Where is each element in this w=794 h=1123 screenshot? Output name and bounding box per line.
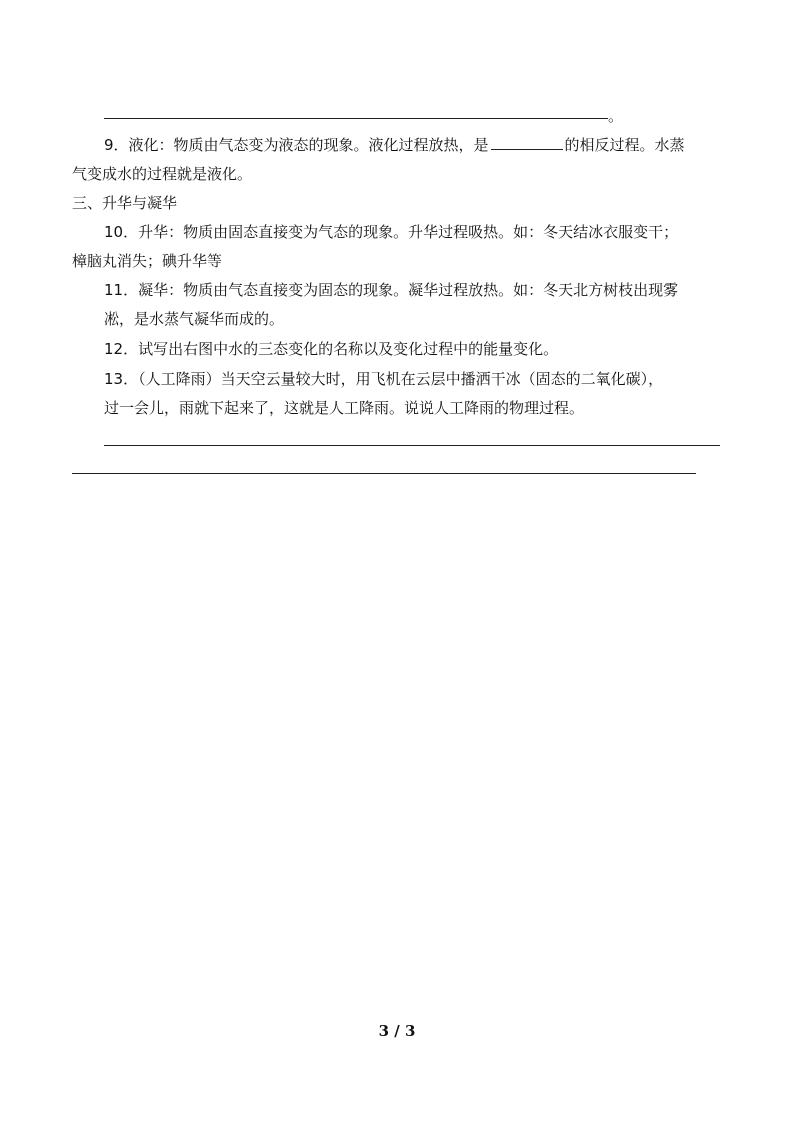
item-10-line-1: 10．升华：物质由固态直接变为气态的现象。升华过程吸热。如：冬天结冰衣服变干；: [104, 223, 679, 241]
item-13-line-2: 过一会儿，雨就下起来了，这就是人工降雨。说说人工降雨的物理过程。: [104, 399, 585, 417]
item-9-text-before-blank: 9．液化：物质由气态变为液态的现象。液化过程放热，是: [104, 136, 489, 154]
item-11-line-2: 凇，是水蒸气凝华而成的。: [104, 310, 285, 328]
page-number: 3 / 3: [378, 1022, 416, 1040]
top-period: 。: [608, 107, 624, 125]
section-heading: 三、升华与凝华: [72, 194, 178, 212]
item-13-line-1: 13．（人工降雨）当天空云量较大时，用飞机在云层中播洒干冰（固态的二氧化碳），: [104, 370, 664, 388]
fill-in-blank[interactable]: [491, 134, 563, 150]
item-9-line-1: [104, 134, 685, 155]
item-12-line-1: 12．试写出右图中水的三态变化的名称以及变化过程中的能量变化。: [104, 340, 559, 358]
answer-line-top: [104, 118, 608, 119]
item-9-line-2: 气变成水的过程就是液化。: [72, 165, 253, 183]
item-9-text-after-blank: 的相反过程。水蒸: [564, 136, 685, 154]
answer-line-2: [72, 473, 696, 474]
answer-line-1: [104, 445, 720, 446]
item-10-line-2: 樟脑丸消失；碘升华等: [72, 252, 223, 270]
item-11-line-1: 11．凝华：物质由气态直接变为固态的现象。凝华过程放热。如：冬天北方树枝出现雾: [104, 281, 679, 299]
